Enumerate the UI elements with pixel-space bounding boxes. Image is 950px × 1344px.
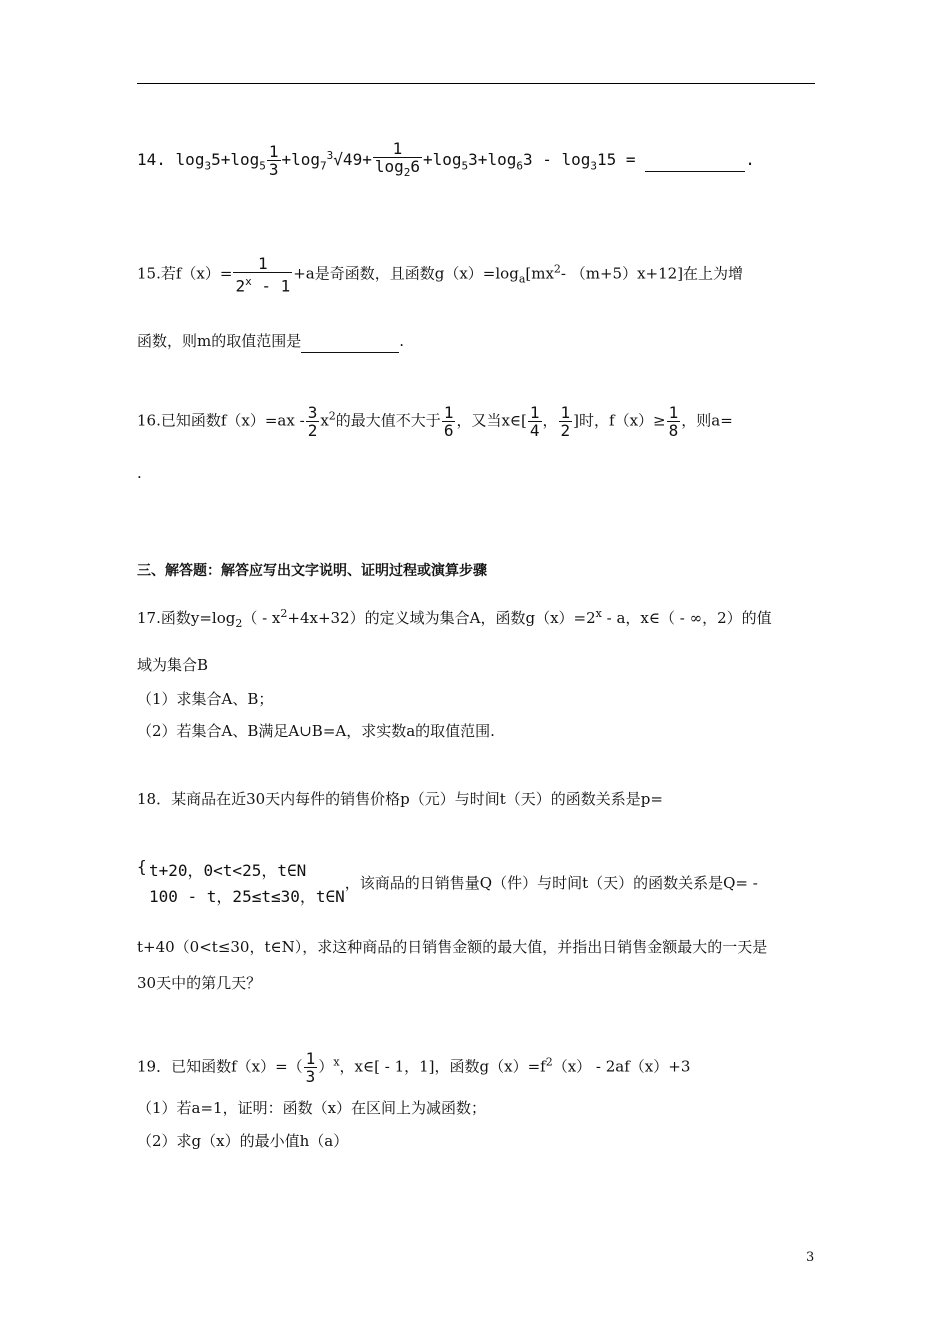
text: log [175,150,205,170]
fraction [267,143,281,178]
text: 5+log [211,150,260,170]
text: ，则a= [681,411,733,430]
text: ，又当x∈[ [456,411,527,430]
superscript: x [245,275,252,288]
denominator [233,273,292,294]
text: ，x∈[ - 1，1]，函数g（x）=f [339,1057,546,1076]
text: 16.已知函数f（x）=ax - [137,411,305,430]
problem-18-line2 [137,858,815,910]
numerator: 1 [373,140,422,158]
text: 2 [235,276,246,296]
fraction [667,404,681,439]
answer-blank[interactable] [645,149,745,172]
denominator: 4 [529,421,540,440]
text: 3+log [468,150,517,170]
problem-17-line2: 域为集合B [137,656,209,674]
text: ]时，f（x）≥ [573,411,666,430]
problem-15-line2 [137,330,815,353]
subscript: 6 [516,159,523,173]
superscript: 2 [328,409,336,423]
text: ，该商品的日销售量Q（件）与时间t（天）的函数关系是Q= - [344,874,758,892]
text: [mx [525,264,554,283]
text: （x） - 2af（x）+3 [552,1057,691,1076]
problem-17-line1 [137,603,815,635]
subscript: 2 [403,166,411,180]
text: 15.若f（x）= [137,264,233,283]
numerator: 1 [560,403,571,422]
text: + [362,150,372,170]
denominator [373,158,422,181]
subscript: 2 [235,617,243,630]
subscript: a [518,272,526,286]
superscript: 2 [553,262,561,276]
piecewise-function [137,858,345,910]
problem-16-line2 [137,462,815,484]
problem-19-q2: （2）求g（x）的最小值h（a） [137,1132,349,1150]
problem-16-line1 [137,404,815,439]
problem-19-line1 [137,1050,815,1085]
text: log [374,157,404,176]
text: 3 - log [522,150,591,170]
numerator: 1 [233,255,292,273]
text: - 1 [251,276,291,296]
text: +a是奇函数，且函数g（x）=log [293,264,519,283]
problem-number: 14. [137,150,166,170]
text: - （m+5）x+12]在上为增 [560,264,744,283]
fraction [528,404,542,439]
problem-17-q2: （2）若集合A、B满足A∪B=A，求实数a的取值范围. [137,722,495,740]
fraction [233,255,292,294]
text: 17.函数y=log [137,609,236,627]
subscript: 5 [259,159,266,173]
denominator: 2 [307,421,318,440]
fraction [559,404,573,439]
text: ， [542,411,558,430]
answer-blank[interactable] [301,330,399,353]
text: 函数，则m的取值范围是 [137,332,302,350]
numerator: 1 [668,403,679,422]
text: +4x+32）的定义域为集合A，函数g（x）=2 [287,609,596,627]
numerator: 3 [307,403,318,422]
case: 100 - t，25≤t≤30，t∈N [149,887,345,906]
denominator: 3 [305,1067,316,1086]
root-index: 3 [326,148,334,162]
problem-18-line3: t+40（0<t≤30，t∈N），求这种商品的日销售金额的最大值，并指出日销售金额最大的一天是 [137,938,768,956]
problem-18-line1: 18．某商品在近30天内每件的销售价格p（元）与时间t（天）的函数关系是p= [137,790,663,808]
subscript: 5 [461,159,469,173]
superscript: 2 [280,607,288,620]
text: . [399,332,405,350]
fraction [373,140,422,181]
text: 的最大值不大于 [335,411,441,430]
superscript: x [333,1055,340,1069]
problem-14 [137,140,815,181]
section-heading: 三、解答题：解答应写出文字说明、证明过程或演算步骤 [137,563,487,579]
superscript: 2 [545,1055,553,1069]
denominator: 3 [268,160,279,180]
subscript: 3 [590,159,598,173]
problem-15-line1 [137,255,815,294]
numerator: 1 [443,403,454,422]
problem-18-line4: 30天中的第几天？ [137,974,262,992]
text: x [320,411,329,430]
brace-icon: { [137,857,147,876]
text: 15 = [597,150,636,170]
text: +log [281,150,321,170]
fraction [306,404,320,439]
fraction [442,404,456,439]
denominator: 6 [443,421,454,440]
numerator: 1 [268,142,279,162]
text: +log [423,150,462,170]
problem-17-q1: （1）求集合A、B； [137,690,274,708]
text: ） [318,1057,334,1076]
text: - a，x∈（ - ∞，2）的值 [601,609,772,627]
root: √49 [333,150,363,170]
denominator: 2 [560,421,571,440]
denominator: 8 [668,421,679,440]
text: . [137,464,142,482]
problem-19-q1: （1）若a=1，证明：函数（x）在区间上为减函数； [137,1099,487,1117]
case: t+20，0<t<25，t∈N [149,861,307,880]
subscript: 7 [320,159,327,173]
superscript: x [595,607,602,620]
subscript: 3 [204,159,212,173]
fraction [304,1050,318,1085]
text: 6 [410,157,421,176]
text: . [745,150,755,170]
header-rule [137,83,815,84]
numerator: 1 [529,403,540,422]
numerator: 1 [305,1049,316,1068]
text: （ - x [242,609,281,627]
page-number: 3 [806,1250,815,1265]
text: 19．已知函数f（x）=（ [137,1057,303,1076]
